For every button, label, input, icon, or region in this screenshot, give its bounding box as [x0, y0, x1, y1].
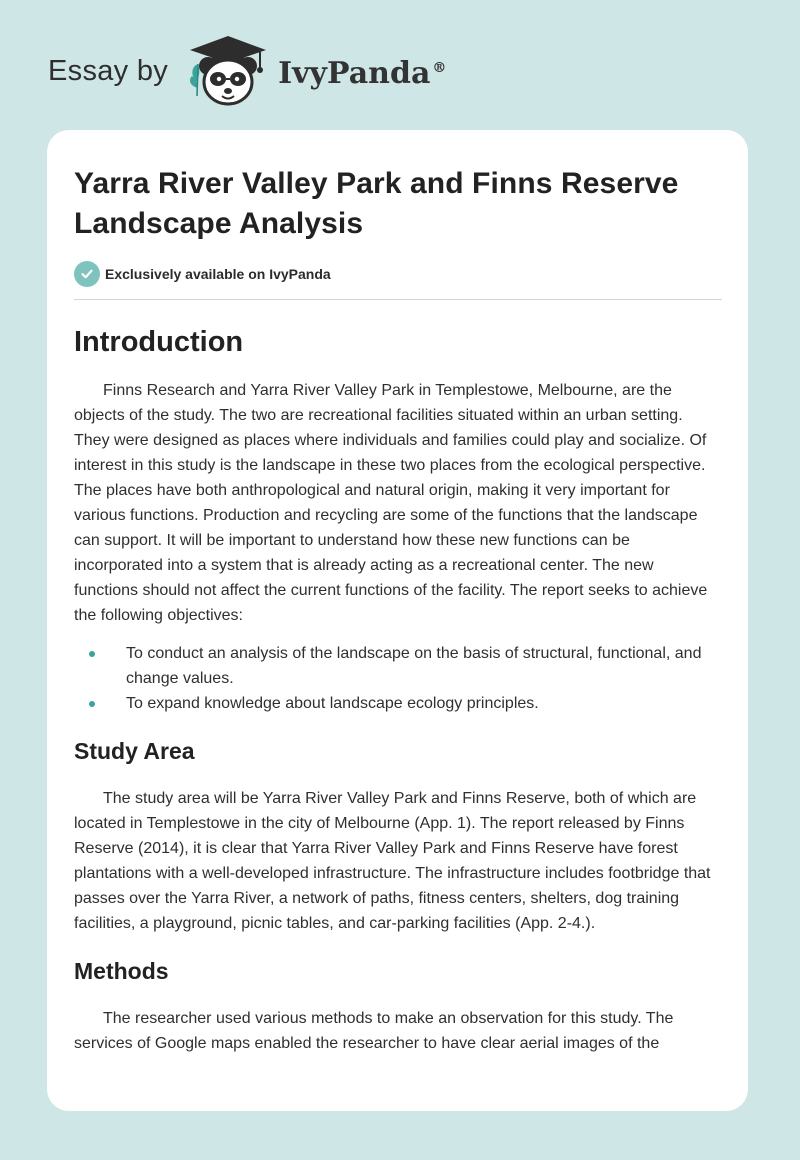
study-area-paragraph: The study area will be Yarra River Valley Park and Finns Reserve, both of which are located in Templestowe in the city of Melbourne (App. 1). The report released by Finns Reserve (2014), it is clear that Yarra River Valley Park and Finns Reserve have forest plantations with a well-developed infrastructure. The infrastructure includes footbridge that passes over the Yarra River, a network of paths, fitness centers, shelters, dog training facilities, a playground, picnic tables, and car-parking facilities (App. 2-4.).	[74, 790, 711, 932]
brand-prefix: Essay by	[48, 54, 169, 87]
objectives-list	[74, 641, 722, 716]
panda-graduate-icon[interactable]	[182, 34, 274, 108]
brand-logo-text[interactable]	[278, 56, 446, 91]
methods-paragraph: The researcher used various methods to make an observation for this study. The services of Google maps enabled the researcher to have clear aerial images of the	[74, 1010, 674, 1052]
teal-dot-icon	[89, 701, 95, 707]
registered-mark: ®	[432, 59, 447, 76]
objective-text: To conduct an analysis of the landscape on the basis of structural, functional, and change values.	[126, 645, 702, 687]
introduction-paragraph: Finns Research and Yarra River Valley Park in Templestowe, Melbourne, are the objects of the study. The two are recreational facilities situated within an urban setting. They were designed as places where individuals and families could play and socialize. Of interest in this study is the landscape in these two places from the ecological perspective. The places have both anthropological and natural origin, making it very important for various functions. Production and recycling are some of the functions that the landscape can support. It will be important to understand how these new functions can be incorporated into a system that is already acting as a recreational center. The new functions should not affect the current functions of the facility. The report seeks to achieve the following objectives:	[74, 382, 708, 624]
study-area-heading: Study Area	[74, 738, 195, 764]
brand-name: IvyPanda	[278, 55, 431, 91]
title-divider	[74, 299, 722, 300]
objective-text: To expand knowledge about landscape ecology principles.	[126, 695, 539, 712]
list-item	[74, 691, 722, 716]
article-card	[47, 130, 748, 1111]
teal-dot-icon	[89, 651, 95, 657]
exclusive-notice	[74, 261, 722, 287]
exclusive-label: Exclusively available on IvyPanda	[105, 266, 331, 282]
methods-heading: Methods	[74, 958, 169, 984]
site-header	[48, 34, 446, 108]
check-circle-icon	[74, 261, 100, 287]
article-title: Yarra River Valley Park and Finns Reserve Landscape Analysis	[74, 167, 679, 240]
list-item	[74, 641, 722, 691]
introduction-heading: Introduction	[74, 326, 244, 358]
